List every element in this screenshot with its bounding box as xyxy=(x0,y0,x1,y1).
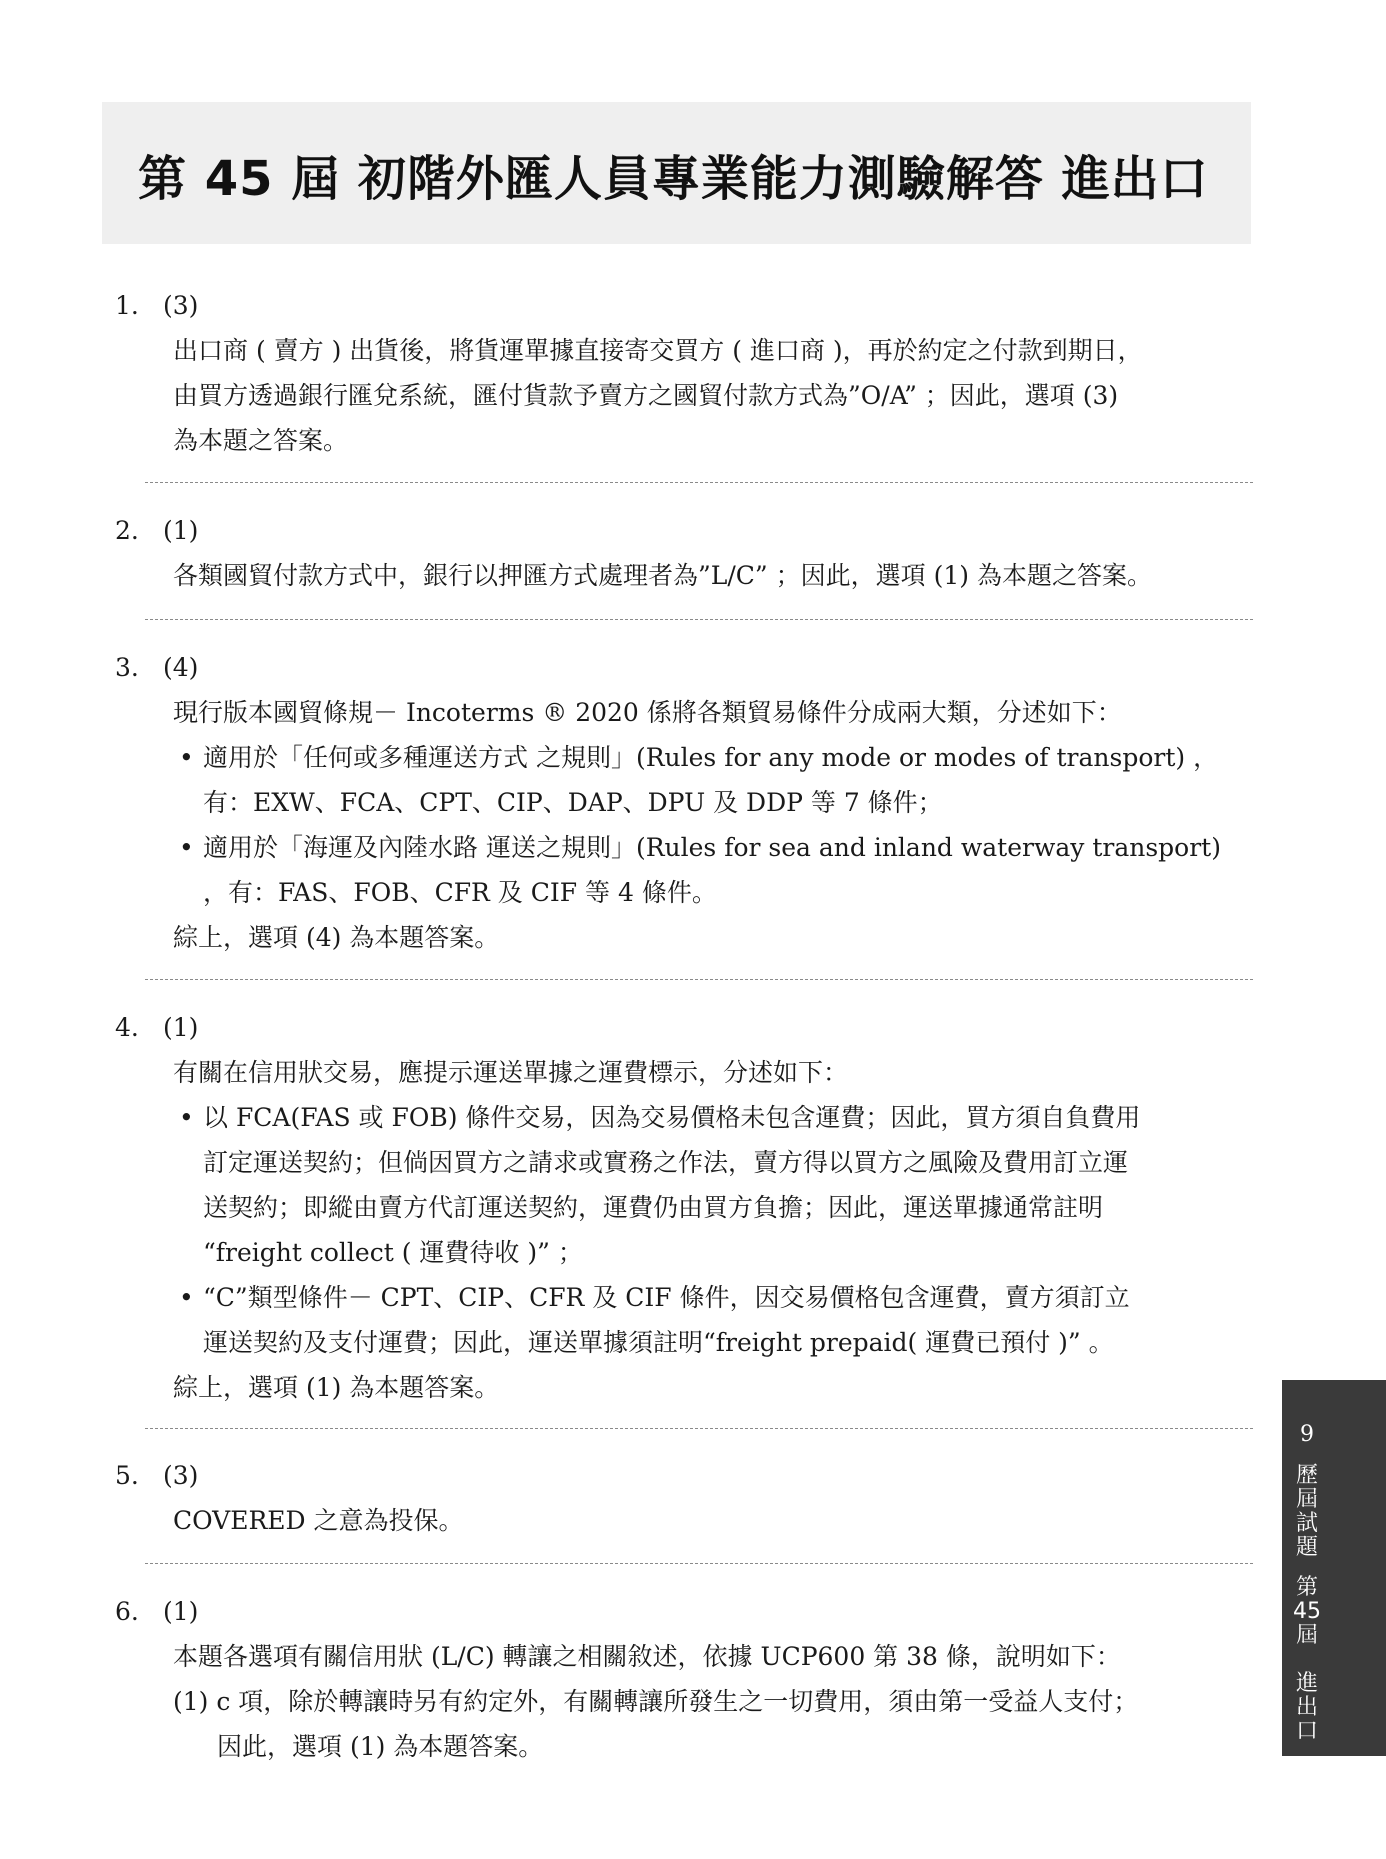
question-answer: (1) xyxy=(163,1597,199,1626)
dashed-divider xyxy=(145,482,1253,483)
title-banner xyxy=(102,102,1251,244)
side-tab-exam-label: 第 45 屆 進 出 口 xyxy=(1293,1575,1321,1744)
intro-line: 有關在信用狀交易，應提示運送單據之運費標示，分述如下： xyxy=(173,1058,849,1087)
intro-line: 現行版本國貿條規－ Incoterms ® 2020 係將各類貿易條件分成兩大類，分述如下： xyxy=(173,698,1122,727)
intro-line: 本題各選項有關信用狀 (L/C) 轉讓之相關敘述，依據 UCP600 第 38 條，說明如下： xyxy=(173,1642,1121,1671)
bullet-item xyxy=(173,1095,1255,1140)
bullet-icon: • xyxy=(179,743,194,772)
dashed-divider xyxy=(145,979,1253,980)
bullet-icon: • xyxy=(179,1283,194,1312)
bullet-item xyxy=(173,1275,1255,1320)
question-number: 3. xyxy=(115,653,139,682)
bullet-continuation: 有：EXW、FCA、CPT、CIP、DAP、DPU 及 DDP 等 7 條件； xyxy=(203,788,943,817)
bullet-continuation: “freight collect ( 運費待收 )” ； xyxy=(203,1238,583,1267)
bullet-icon: • xyxy=(179,833,194,862)
question-4 xyxy=(115,1005,1255,1410)
question-number: 4. xyxy=(115,1013,139,1042)
page-title: 第 45 屆 初階外匯人員專業能力測驗解答 進出口 xyxy=(138,151,1209,207)
bullet-continuation: 送契約；即縱由賣方代訂運送契約，運費仍由買方負擔；因此，運送單據通常註明 xyxy=(203,1193,1104,1222)
question-number: 1. xyxy=(115,291,139,320)
explanation-line: 為本題之答案。 xyxy=(173,426,349,455)
question-answer: (3) xyxy=(163,1461,199,1490)
page-number: 9 xyxy=(1300,1422,1314,1447)
dashed-divider xyxy=(145,1428,1253,1429)
explanation-line: 由買方透過銀行匯兌系統，匯付貨款予賣方之國貿付款方式為”O/A” ；因此，選項 (3) xyxy=(173,381,1119,410)
bullet-text: “C”類型條件－ CPT、CIP、CFR 及 CIF 條件，因交易價格包含運費，賣方須訂立 xyxy=(203,1283,1130,1312)
question-answer: (4) xyxy=(163,653,199,682)
bullet-continuation: 運送契約及支付運費；因此，運送單據須註明“freight prepaid( 運費已預付 )” 。 xyxy=(203,1328,1114,1357)
conclusion-line: 綜上，選項 (1) 為本題答案。 xyxy=(173,1373,500,1402)
bullet-item xyxy=(173,825,1255,870)
sub-item-line: (1) c 項，除於轉讓時另有約定外，有關轉讓所發生之一切費用，須由第一受益人支付； xyxy=(173,1687,1139,1716)
question-1 xyxy=(115,283,1255,463)
bullet-continuation: ，有：FAS、FOB、CFR 及 CIF 等 4 條件。 xyxy=(203,878,717,907)
bullet-item xyxy=(173,735,1255,780)
bullet-text: 適用於「海運及內陸水路 運送之規則」(Rules for sea and inland waterway transport) xyxy=(203,833,1221,862)
bullet-text: 以 FCA(FAS 或 FOB) 條件交易，因為交易價格未包含運費；因此，買方須自負費用 xyxy=(203,1103,1141,1132)
question-number: 5. xyxy=(115,1461,139,1490)
question-answer: (3) xyxy=(163,291,199,320)
question-5 xyxy=(115,1453,1255,1543)
question-number: 2. xyxy=(115,516,139,545)
dashed-divider xyxy=(145,619,1253,620)
conclusion-line: 綜上，選項 (4) 為本題答案。 xyxy=(173,923,500,952)
bullet-icon: • xyxy=(179,1103,194,1132)
dashed-divider xyxy=(145,1563,1253,1564)
explanation-line: COVERED 之意為投保。 xyxy=(173,1506,464,1535)
bullet-continuation: 訂定運送契約；但倘因買方之請求或實務之作法，賣方得以買方之風險及費用訂立運 xyxy=(203,1148,1129,1177)
bullet-text: 適用於「任何或多種運送方式 之規則」(Rules for any mode or modes of transport) ， xyxy=(203,743,1219,772)
chapter-side-tab xyxy=(1282,1380,1386,1756)
explanation-line: 出口商 ( 賣方 ) 出貨後，將貨運單據直接寄交買方 ( 進口商 )，再於約定之付款到期日， xyxy=(173,336,1143,365)
side-tab-section-label: 歷 屆 試 題 xyxy=(1295,1463,1318,1560)
question-number: 6. xyxy=(115,1597,139,1626)
question-answer: (1) xyxy=(163,1013,199,1042)
question-2 xyxy=(115,508,1255,598)
question-3 xyxy=(115,645,1255,960)
question-6 xyxy=(115,1589,1255,1769)
explanation-line: 各類國貿付款方式中，銀行以押匯方式處理者為”L/C” ；因此，選項 (1) 為本題之答案。 xyxy=(173,561,1152,590)
sub-item-continuation: 因此，選項 (1) 為本題答案。 xyxy=(217,1732,544,1761)
question-answer: (1) xyxy=(163,516,199,545)
